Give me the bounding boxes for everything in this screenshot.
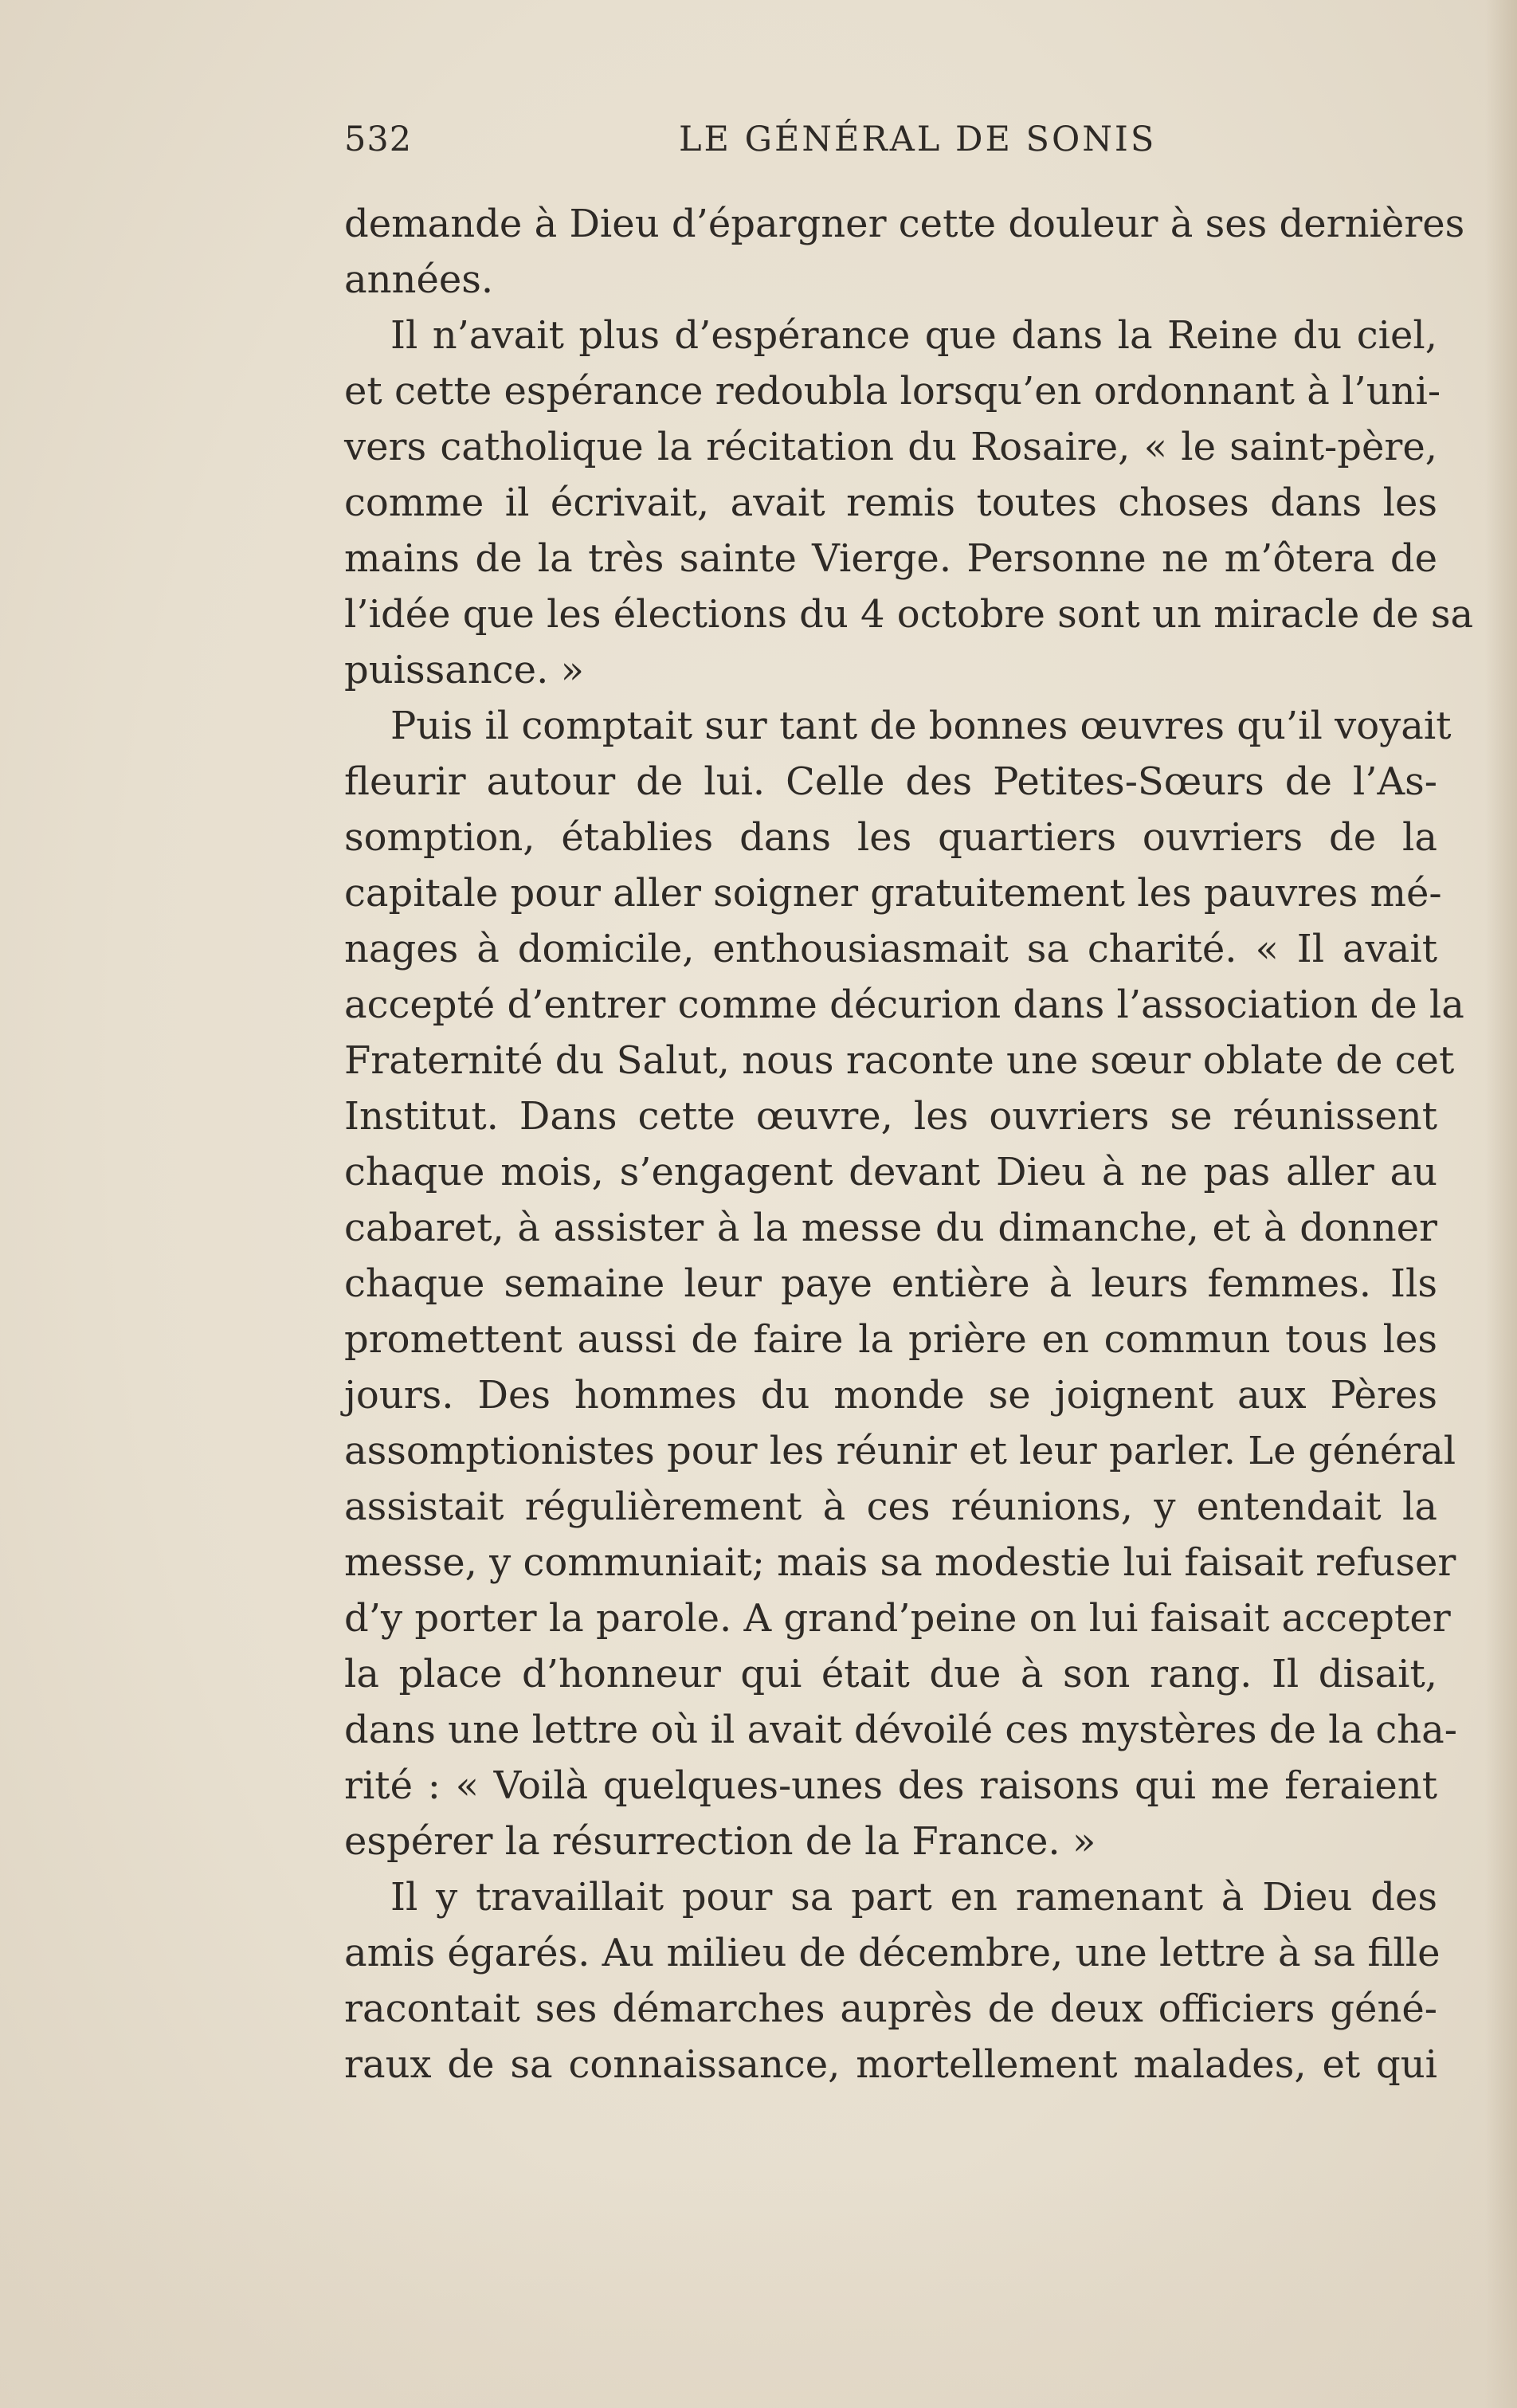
text-line: assistait régulièrement à ces réunions, y entendait la (344, 1484, 1437, 1529)
text-line: Puis il comptait sur tant de bonnes œuvres qu’il voyait (390, 704, 1452, 748)
running-title: LE GÉNÉRAL DE SONIS (679, 120, 1157, 159)
text-line: somption, établies dans les quartiers ouvriers de la (344, 815, 1437, 860)
text-line: nages à domicile, enthousiasmait sa charité. « Il avait (344, 927, 1437, 971)
text-line: messe, y communiait; mais sa modestie lui faisait refuser (344, 1540, 1456, 1585)
text-line: jours. Des hommes du monde se joignent aux Pères (344, 1373, 1437, 1418)
text-line: mains de la très sainte Vierge. Personne ne m’ôtera de (344, 536, 1437, 581)
text-line: demande à Dieu d’épargner cette douleur à ses dernières (344, 202, 1465, 246)
text-line: espérer la résurrection de la France. » (344, 1819, 1096, 1864)
text-line: dans une lettre où il avait dévoilé ces mystères de la cha- (344, 1708, 1458, 1752)
text-line: Fraternité du Salut, nous raconte une sœur oblate de cet (344, 1038, 1455, 1083)
text-line: fleurir autour de lui. Celle des Petites-Sœurs de l’As- (344, 759, 1437, 804)
text-line: promettent aussi de faire la prière en commun tous les (344, 1317, 1437, 1362)
text-line: chaque mois, s’engagent devant Dieu à ne pas aller au (344, 1150, 1437, 1194)
text-line: raux de sa connaissance, mortellement malades, et qui (344, 2042, 1437, 2087)
text-line: Il n’avait plus d’espérance que dans la Reine du ciel, (390, 313, 1437, 358)
text-line: et cette espérance redoubla lorsqu’en ordonnant à l’uni- (344, 369, 1441, 414)
text-line: assomptionistes pour les réunir et leur parler. Le général (344, 1429, 1456, 1473)
text-line: vers catholique la récitation du Rosaire, « le saint-père, (344, 425, 1437, 469)
text-line: accepté d’entrer comme décurion dans l’association de la (344, 982, 1464, 1027)
text-line: d’y porter la parole. A grand’peine on lui faisait accepter (344, 1596, 1451, 1641)
text-line: l’idée que les élections du 4 octobre sont un miracle de sa (344, 592, 1474, 637)
page-number: 532 (344, 120, 413, 159)
text-line: rité : « Voilà quelques-unes des raisons qui me feraient (344, 1763, 1437, 1808)
text-line: amis égarés. Au milieu de décembre, une lettre à sa fille (344, 1931, 1441, 1975)
text-line: années. (344, 257, 494, 302)
text-line: capitale pour aller soigner gratuitement les pauvres mé- (344, 871, 1442, 916)
page-bottom-shading (0, 2169, 1517, 2408)
text-line: puissance. » (344, 648, 584, 692)
text-line: comme il écrivait, avait remis toutes choses dans les (344, 480, 1437, 525)
running-header (344, 120, 1437, 167)
text-line: chaque semaine leur paye entière à leurs femmes. Ils (344, 1261, 1437, 1306)
text-line: racontait ses démarches auprès de deux officiers géné- (344, 1986, 1437, 2031)
text-line: Il y travaillait pour sa part en ramenant à Dieu des (390, 1875, 1437, 1920)
text-line: cabaret, à assister à la messe du dimanche, et à donner (344, 1206, 1437, 1250)
page-edge-shadow (1485, 0, 1517, 2408)
text-line: Institut. Dans cette œuvre, les ouvriers se réunissent (344, 1094, 1437, 1139)
text-line: la place d’honneur qui était due à son rang. Il disait, (344, 1652, 1437, 1696)
